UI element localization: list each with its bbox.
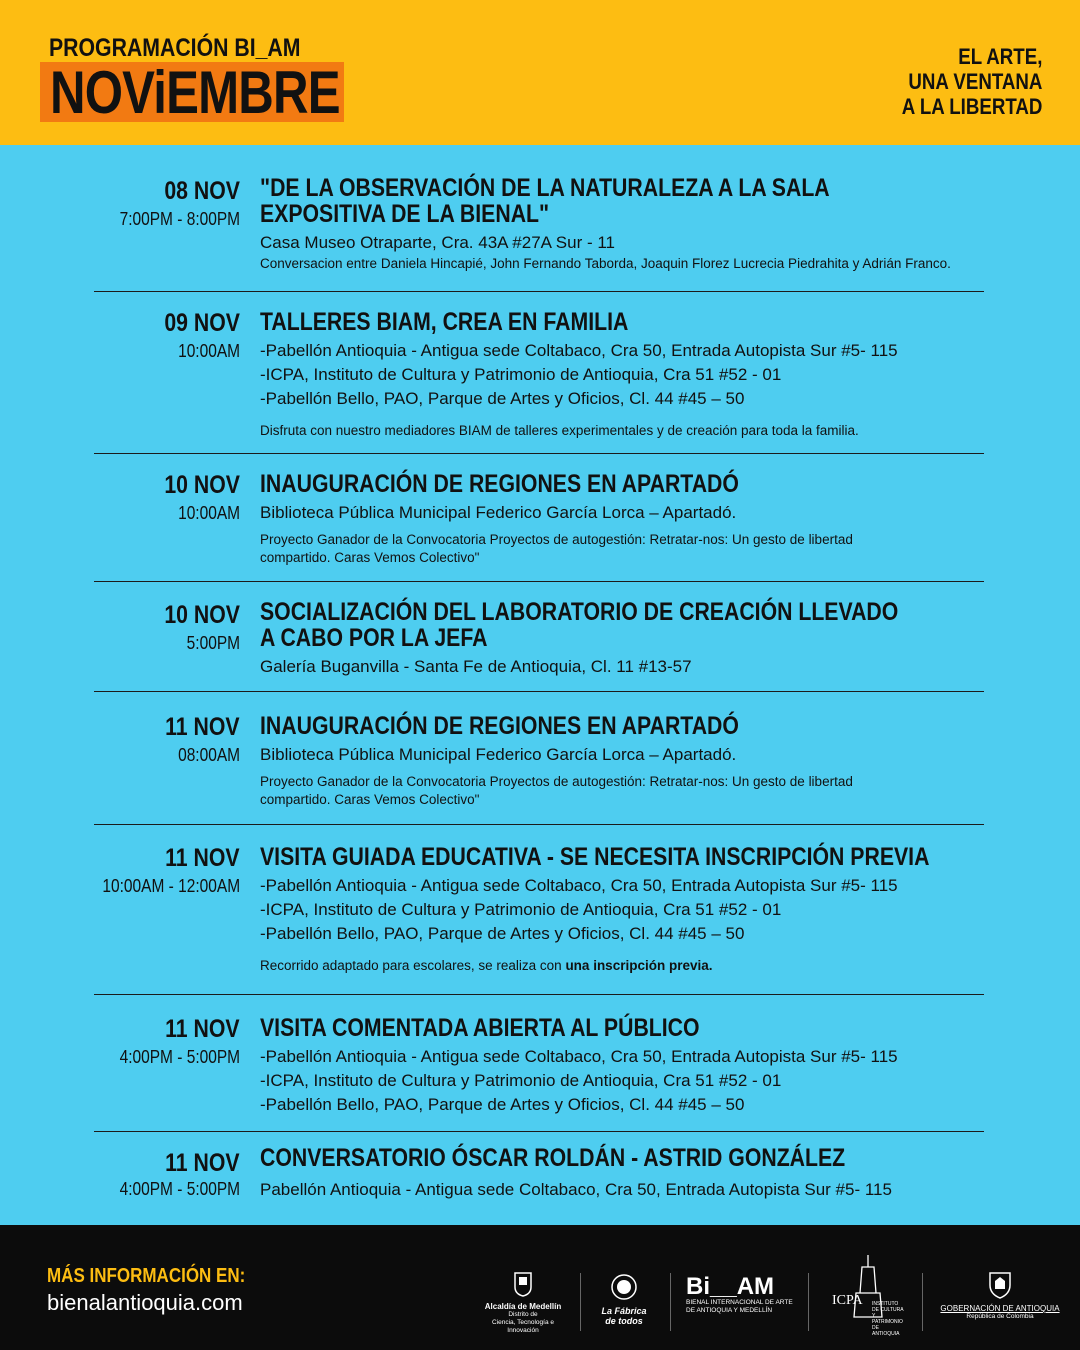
fabrica-emblem-icon [606, 1273, 642, 1301]
event-location: -ICPA, Instituto de Cultura y Patrimonio de Antioquia, Cra 51 #52 - 01 [260, 365, 782, 384]
event-title: SOCIALIZACIÓN DEL LABORATORIO DE CREACIÓN LLEVADO A CABO POR LA JEFA [260, 598, 899, 652]
alcaldia-medellin-logo [478, 1271, 568, 1335]
event-location: -ICPA, Instituto de Cultura y Patrimonio de Antioquia, Cra 51 #52 - 01 [260, 1071, 782, 1090]
event-date: 08 NOV [164, 177, 240, 205]
header [0, 0, 1080, 145]
icpa-logo [828, 1253, 908, 1337]
logo-text: GOBERNACIÓN DE ANTIOQUIA [940, 1304, 1060, 1313]
gobernacion-logo [940, 1271, 1060, 1321]
icpa-wordmark: ICPA [832, 1293, 863, 1308]
divider [94, 994, 984, 995]
event-title: CONVERSATORIO ÓSCAR ROLDÁN - ASTRID GONZÁLEZ [260, 1144, 846, 1172]
logo-text: DE ANTIOQUIA Y MEDELLÍN [686, 1307, 773, 1314]
event-date: 09 NOV [164, 309, 240, 337]
event-title: INAUGURACIÓN DE REGIONES EN APARTADÓ [260, 470, 739, 498]
tagline-line: EL ARTE, [957, 44, 1042, 69]
event-time: 4:00PM - 5:00PM [119, 1179, 240, 1199]
logo-text: Alcaldía de Medellín [484, 1302, 562, 1311]
divider [94, 1131, 984, 1132]
event-time: 5:00PM [186, 633, 240, 653]
event-location: Biblioteca Pública Municipal Federico García Lorca – Apartadó. [260, 745, 737, 764]
logo-divider [922, 1273, 923, 1331]
event-date: 10 NOV [164, 601, 240, 629]
event-title: VISITA GUIADA EDUCATIVA - SE NECESITA INSCRIPCIÓN PREVIA [260, 843, 930, 871]
event-location: Galería Buganvilla - Santa Fe de Antioquia, Cl. 11 #13-57 [260, 657, 692, 676]
event-date: 11 NOV [165, 1149, 240, 1177]
month-title: NOViEMBRE [50, 59, 340, 126]
logo-text: INSTITUTO DE CULTURA Y PATRIMONIO DE ANTIOQUIA [872, 1301, 904, 1337]
tagline-line: UNA VENTANA [907, 69, 1042, 94]
event-time: 10:00AM - 12:00AM [102, 876, 240, 896]
event-date: 11 NOV [165, 713, 240, 741]
la-fabrica-logo [594, 1273, 654, 1326]
event-time: 10:00AM [178, 503, 240, 523]
event-location: Biblioteca Pública Municipal Federico García Lorca – Apartadó. [260, 503, 737, 522]
logo-text: La Fábrica [601, 1306, 647, 1316]
footer [0, 1225, 1080, 1350]
logo-text: Ciencia, Tecnología e Innovación [491, 1319, 555, 1334]
logo-text: República de Colombia [966, 1313, 1034, 1320]
event-location: -Pabellón Antioquia - Antigua sede Coltabaco, Cra 50, Entrada Autopista Sur #5- 115 [260, 341, 898, 360]
event-note: Proyecto Ganador de la Convocatoria Proyectos de autogestión: Retratar-nos: Un gesto de libertad compartido. Caras Vemos Colectivo" [260, 532, 853, 565]
event-note: Proyecto Ganador de la Convocatoria Proyectos de autogestión: Retratar-nos: Un gesto de libertad compartido. Caras Vemos Colectivo" [260, 774, 853, 807]
event-time: 7:00PM - 8:00PM [119, 209, 240, 229]
event-note-bold: una inscripción previa. [565, 958, 713, 973]
event-note [260, 957, 980, 975]
coat-of-arms-icon [513, 1271, 533, 1297]
event-time: 10:00AM [178, 341, 240, 361]
gobernacion-shield-icon [987, 1271, 1013, 1299]
tagline [901, 44, 1042, 119]
event-location: -ICPA, Instituto de Cultura y Patrimonio de Antioquia, Cra 51 #52 - 01 [260, 900, 782, 919]
event-location: Casa Museo Otraparte, Cra. 43A #27A Sur - 11 [260, 233, 615, 252]
event-title: VISITA COMENTADA ABIERTA AL PÚBLICO [260, 1014, 700, 1042]
event-location: -Pabellón Bello, PAO, Parque de Artes y Oficios, Cl. 44 #45 – 50 [260, 1095, 745, 1114]
logo-divider [580, 1273, 581, 1331]
event-note-text: Recorrido adaptado para escolares, se realiza con [260, 958, 566, 973]
event-list [0, 145, 1080, 1225]
website-link[interactable]: bienalantioquia.com [47, 1290, 243, 1315]
biam-logo [686, 1275, 796, 1315]
event-date: 10 NOV [164, 471, 240, 499]
event-location: -Pabellón Antioquia - Antigua sede Coltabaco, Cra 50, Entrada Autopista Sur #5- 115 [260, 876, 898, 895]
event-title: "DE LA OBSERVACIÓN DE LA NATURALEZA A LA SALA EXPOSITIVA DE LA BIENAL" [260, 174, 829, 228]
event-location: Pabellón Antioquia - Antigua sede Coltabaco, Cra 50, Entrada Autopista Sur #5- 115 [260, 1180, 892, 1199]
event-date: 11 NOV [165, 1015, 240, 1043]
event-title: TALLERES BIAM, CREA EN FAMILIA [260, 308, 629, 336]
event-title: INAUGURACIÓN DE REGIONES EN APARTADÓ [260, 712, 739, 740]
logo-divider [670, 1273, 671, 1331]
event-note: Disfruta con nuestro mediadores BIAM de talleres experimentales y de creación para toda la familia. [260, 423, 859, 438]
event-location: -Pabellón Antioquia - Antigua sede Coltabaco, Cra 50, Entrada Autopista Sur #5- 115 [260, 1047, 898, 1066]
tagline-line: A LA LIBERTAD [901, 94, 1042, 119]
event-location: -Pabellón Bello, PAO, Parque de Artes y Oficios, Cl. 44 #45 – 50 [260, 924, 745, 943]
divider [94, 453, 984, 454]
divider [94, 291, 984, 292]
divider [94, 691, 984, 692]
biam-wordmark: Bi__AM [686, 1273, 775, 1300]
divider [94, 824, 984, 825]
event-time: 08:00AM [178, 745, 240, 765]
event-note: Conversacion entre Daniela Hincapié, John Fernando Taborda, Joaquin Florez Lucrecia Piedrahita y Adrián Franco. [260, 256, 951, 271]
logo-divider [808, 1273, 809, 1331]
event-date: 11 NOV [165, 844, 240, 872]
program-label: PROGRAMACIÓN BI_AM [49, 34, 301, 62]
logo-text: Distrito de [508, 1311, 538, 1318]
logo-text: de todos [605, 1316, 643, 1326]
divider [94, 581, 984, 582]
event-time: 4:00PM - 5:00PM [119, 1047, 240, 1067]
event-location: -Pabellón Bello, PAO, Parque de Artes y Oficios, Cl. 44 #45 – 50 [260, 389, 745, 408]
logo-text: BIENAL INTERNACIONAL DE ARTE [686, 1299, 793, 1306]
more-info-label: MÁS INFORMACIÓN EN: [47, 1265, 246, 1287]
